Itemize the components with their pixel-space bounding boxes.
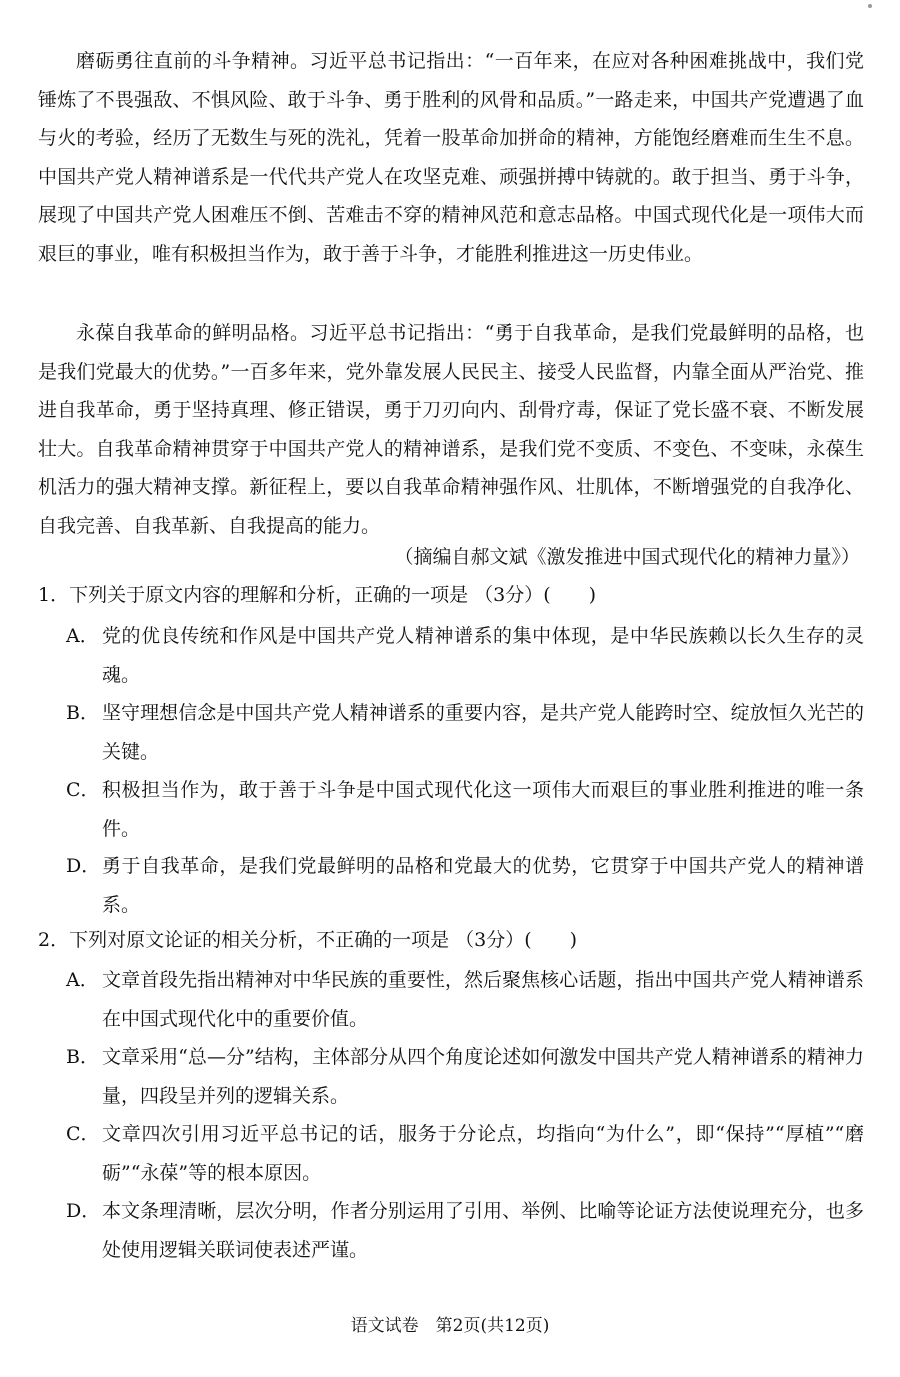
question-2-option-d[interactable] [66,1192,864,1269]
passage-paragraph-1: 磨砺勇往直前的斗争精神。习近平总书记指出：“一百年来，在应对各种困难挑战中，我们党锤炼了不畏强敌、不惧风险、敢于斗争、勇于胜利的风骨和品质。”一路走来，中国共产党遭遇了血与火的考验，经历了无数生与死的洗礼，凭着一股革命加拼命的精神，方能饱经磨难而生生不息。中国共产党人精神谱系是一代代共产党人在攻坚克难、顽强拼搏中铸就的。敢于担当、勇于斗争，展现了中国共产党人困难压不倒、苦难击不穿的精神风范和意志品格。中国式现代化是一项伟大而艰巨的事业，唯有积极担当作为，敢于善于斗争，才能胜利推进这一历史伟业。 [38,50,864,265]
question-1-option-a[interactable] [66,617,864,694]
question-2-option-b[interactable] [66,1038,864,1115]
option-label: C． [66,779,100,801]
option-label: C． [66,1123,100,1145]
passage-source: （摘编自郝文斌《激发推进中国式现代化的精神力量》） [394,546,860,568]
question-2-option-c[interactable] [66,1115,864,1192]
option-label: D． [66,855,101,877]
question-2-stem: 2．下列对原文论证的相关分析，不正确的一项是 （3分）( ) [38,929,578,951]
question-2-option-a[interactable] [66,961,864,1038]
question-1-option-d[interactable] [66,847,864,924]
option-text: 积极担当作为，敢于善于斗争是中国式现代化这一项伟大而艰巨的事业胜利推进的唯一条件。 [102,779,864,840]
passage-paragraph-2: 永葆自我革命的鲜明品格。习近平总书记指出：“勇于自我革命，是我们党最鲜明的品格，也是我们党最大的优势。”一百多年来，党外靠发展人民民主、接受人民监督，内靠全面从严治党、推进自我革命，勇于坚持真理、修正错误，勇于刀刃向内、刮骨疗毒，保证了党长盛不衰、不断发展壮大。自我革命精神贯穿于中国共产党人的精神谱系，是我们党不变质、不变色、不变味，永葆生机活力的强大精神支撑。新征程上，要以自我革命精神强作风、壮肌体，不断增强党的自我净化、自我完善、自我革新、自我提高的能力。 [38,322,864,537]
question-1-stem: 1．下列关于原文内容的理解和分析，正确的一项是 （3分）( ) [38,584,597,606]
option-text: 文章四次引用习近平总书记的话，服务于分论点，均指向“为什么”，即“保持”“厚植”“磨砺”“永葆”等的根本原因。 [102,1123,864,1184]
option-text: 文章首段先指出精神对中华民族的重要性，然后聚焦核心话题，指出中国共产党人精神谱系在中国式现代化中的重要价值。 [102,969,864,1030]
question-1-option-c[interactable] [66,771,864,848]
option-text: 党的优良传统和作风是中国共产党人精神谱系的集中体现，是中华民族赖以长久生存的灵魂。 [102,625,864,686]
option-label: A． [66,625,99,647]
option-label: A． [66,969,99,991]
scan-dot [868,4,872,8]
option-text: 本文条理清晰，层次分明，作者分别运用了引用、举例、比喻等论证方法使说理充分，也多处使用逻辑关联词使表述严谨。 [102,1200,864,1261]
question-1-option-b[interactable] [66,694,864,771]
page-footer: 语文试卷 第2页(共12页) [350,1316,550,1336]
option-text: 文章采用“总—分”结构，主体部分从四个角度论述如何激发中国共产党人精神谱系的精神力量，四段呈并列的逻辑关系。 [102,1046,864,1107]
option-text: 坚守理想信念是中国共产党人精神谱系的重要内容，是共产党人能跨时空、绽放恒久光芒的关键。 [102,702,864,763]
option-label: B． [66,702,99,724]
option-text: 勇于自我革命，是我们党最鲜明的品格和党最大的优势，它贯穿于中国共产党人的精神谱系。 [102,855,864,916]
option-label: D． [66,1200,101,1222]
option-label: B． [66,1046,99,1068]
